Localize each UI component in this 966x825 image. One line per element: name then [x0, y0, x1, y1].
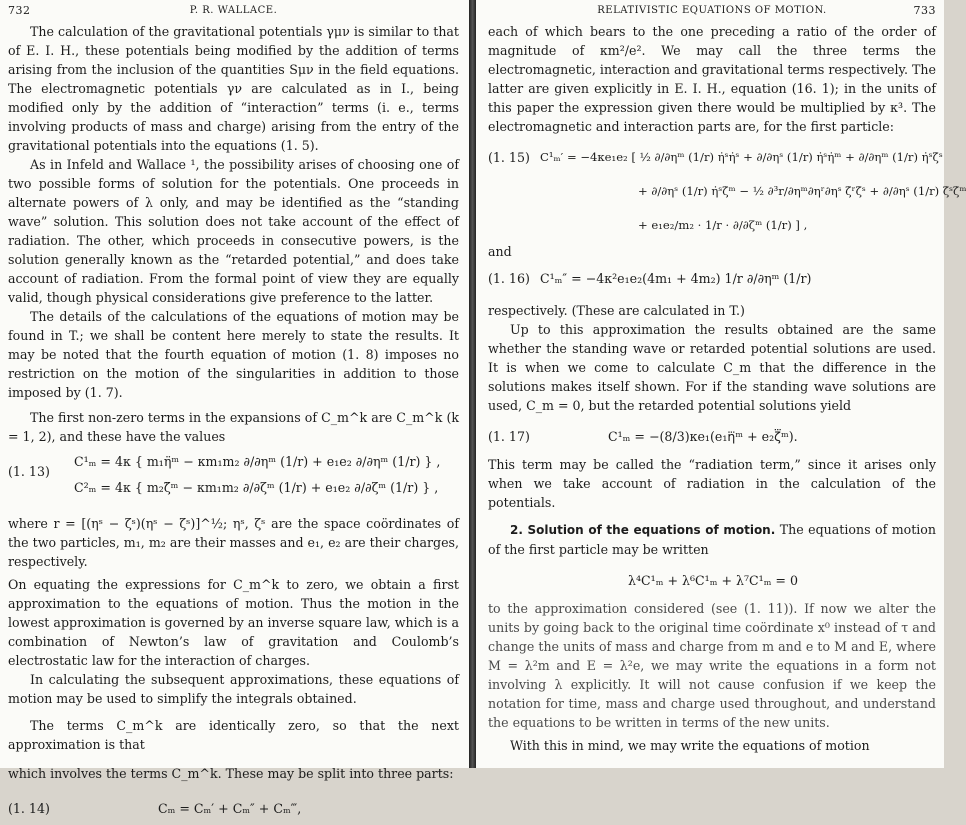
equation-number: (1. 14)	[8, 801, 50, 816]
left-page	[0, 0, 469, 816]
equation-number: (1. 17)	[488, 429, 530, 444]
section-heading: 2. Solution of the equations of motion.	[510, 523, 776, 537]
right-text-block	[488, 22, 966, 755]
page-header	[8, 0, 459, 22]
paragraph: The calculation of the gravitational potentials γμν is similar to that of E. I. H., these potentials being modified by the addition of terms arising from the inclusion of the quantities Sμν in the field equations. The electromagnetic potentials γν are calculated as in I., being modified only by the addition of “interaction” terms (i. e., terms involving products of mass and charge) arising from the entry of the gravitational potentials into the equations (1. 5).	[8, 24, 459, 153]
paragraph: The details of the calculations of the equations of motion may be found in T.; we shall be content here merely to state the results. It may be noted that the fourth equation of motion (1. 8) imposes no restriction on the motion of the singularities in addition to those imposed by (1. 7).	[8, 309, 459, 400]
equation-1-16	[488, 263, 936, 297]
equation-number: (1. 15)	[488, 150, 530, 165]
paragraph: where r = [(ηˢ − ζˢ)(ηˢ − ζˢ)]^½; ηˢ, ζˢ are the space coördinates of the two particles, m₁, m₂ are their masses and e₁, e₂ are their charges, respectively.	[8, 516, 459, 569]
equation-line: C¹ₘ′ = −4κe₁e₂ [ ½ ∂/∂ηᵐ (1/r) η̇ˢη̇ˢ + ∂/∂ηˢ (1/r) η̇ˢη̇ᵐ + ∂/∂ηᵐ (1/r) η̇ˢζ̇ˢ	[540, 150, 943, 164]
equation-line: λ⁴C¹ₘ + λ⁶C¹ₘ + λ⁷C¹ₘ = 0	[628, 573, 799, 588]
equation-number: (1. 16)	[488, 271, 530, 286]
right-page	[476, 0, 966, 768]
paragraph: With this in mind, we may write the equations of motion	[510, 738, 870, 753]
equation-line: + e₁e₂/m₂ · 1/r · ∂/∂ζᵐ (1/r) ] ,	[638, 218, 808, 232]
page-number: 733	[913, 4, 936, 17]
section-paragraph	[488, 520, 936, 559]
equation-number: (1. 13)	[8, 464, 50, 479]
paragraph: This term may be called the “radiation term,” since it arises only when we take account of radiation in the calculation of the potentials.	[488, 457, 936, 510]
equation-line: Cₘ = Cₘ′ + Cₘ″ + Cₘ‴,	[158, 801, 302, 816]
paragraph: respectively. (These are calculated in T.)	[488, 303, 745, 318]
running-head: P. R. WALLACE.	[189, 5, 278, 16]
equation-line: C¹ₘ = 4κ { m₁η̈ᵐ − κm₁m₂ ∂/∂ηᵐ (1/r) + e₁e₂ ∂/∂ηᵐ (1/r) } ,	[74, 454, 441, 469]
paragraph: to the approximation considered (see (1. 11)). If now we alter the units by going back to the original time coördinate x⁰ instead of τ and change the units of mass and charge from m and e to M and E, where M = λ²m and E = λ²e, we may write the equations in a form not involving λ explicitly. It will not cause confusion if we keep the notation for time, mass and charge used throughout, and understand the equations to be written in terms of the new units.	[488, 601, 936, 730]
page-number: 732	[8, 4, 31, 17]
paragraph: each of which bears to the one preceding a ratio of the order of magnitude of κm²/e². We may call the three terms the electromagnetic, interaction and gravitational terms respectively. The latter are given explicitly in E. I. H., equation (16. 1); in the units of this paper the expression given there would be multiplied by κ³. The electromagnetic and interaction parts are, for the first particle:	[488, 24, 936, 134]
paragraph: The first non-zero terms in the expansions of C_m^k are C_m^k (k = 1, 2), and these have the values	[8, 410, 459, 444]
equation-1-17	[488, 421, 936, 455]
paragraph: Up to this approximation the results obtained are the same whether the standing wave or retarded potential solutions are used. It is when we come to calculate C_m that the difference in the solutions makes itself shown. For if the standing wave solutions are used, C_m = 0, but the retarded potential solutions yield	[488, 322, 936, 413]
equation-line: C¹ₘ″ = −4κ²e₁e₂(4m₁ + 4m₂) 1/r ∂/∂ηᵐ (1/r)	[540, 271, 812, 286]
paragraph: The terms C_m^k are identically zero, so that the next approximation is that	[8, 718, 459, 752]
equation-line: C²ₘ = 4κ { m₂ζ̈ᵐ − κm₁m₂ ∂/∂ζᵐ (1/r) + e₁e₂ ∂/∂ζᵐ (1/r) } ,	[74, 480, 439, 495]
equation-line: + ∂/∂ηˢ (1/r) η̇ˢζ̇ᵐ − ½ ∂³r/∂ηᵐ∂ηʳ∂ηˢ ζ̇ʳζ̇ˢ + ∂/∂ηˢ (1/r) ζ̇ˢζ̇ᵐ	[638, 184, 966, 198]
paragraph: As in Infeld and Wallace ¹, the possibility arises of choosing one of two possible forms of solution for the potentials. One proceeds in alternate powers of λ only, and may be identified as the “standing wave” solution. This solution does not take account of the effect of radiation. The other, which proceeds in consecutive powers, is the solution generally known as the “retarded potential,” and does take account of radiation. From the formal point of view they are equally valid, though physical considerations give preference to the latter.	[8, 157, 459, 305]
book-gutter	[469, 0, 476, 768]
page-header	[488, 0, 936, 22]
equation-line: C¹ₘ = −(8/3)κe₁(e₁η⃛ᵐ + e₂ζ⃛ᵐ).	[608, 429, 798, 444]
equation-1-14	[8, 795, 459, 825]
equation-1-13	[8, 452, 459, 514]
running-head: RELATIVISTIC EQUATIONS OF MOTION.	[597, 5, 827, 16]
left-text-block	[8, 22, 459, 825]
equation-1-15	[488, 142, 966, 242]
paragraph: which involves the terms C_m^k. These may be split into three parts:	[8, 766, 454, 781]
paragraph: The equations of motion of the first particle may be written	[488, 522, 936, 557]
paragraph: In calculating the subsequent approximations, these equations of motion may be used to simplify the integrals obtained.	[8, 672, 459, 706]
paragraph: On equating the expressions for C_m^k to zero, we obtain a first approximation to the equations of motion. Thus the motion in the lowest approximation is governed by an inverse square law, which is a combination of Newton’s law of gravitation and Coulomb’s electrostatic law for the interaction of charges.	[8, 577, 459, 668]
equation-motion	[488, 563, 936, 599]
paragraph: and	[488, 244, 512, 259]
